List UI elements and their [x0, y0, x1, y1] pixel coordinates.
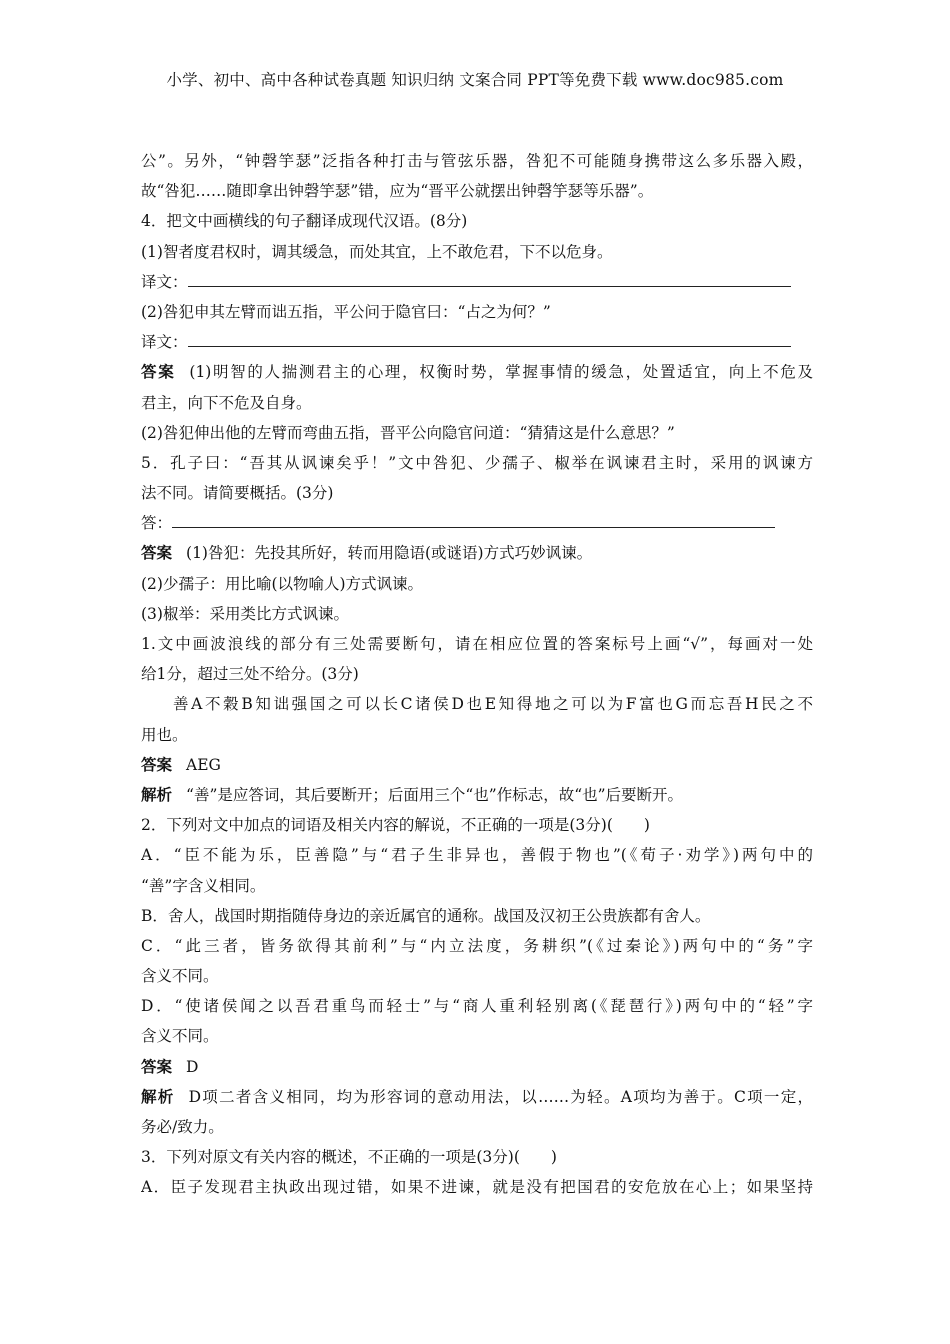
- answer-5-line: [141, 538, 813, 568]
- text-line: 公”。另外，“钟磬竽瑟”泛指各种打击与管弦乐器，咎犯不可能随身携带这么多乐器入殿，: [141, 152, 813, 170]
- analysis-text: 务必/致力。: [141, 1118, 224, 1136]
- answer-label: 答案: [141, 1056, 173, 1076]
- answer-text: (3)椒举：采用类比方式讽谏。: [141, 604, 349, 623]
- analysis-text: “善”是应答词，其后要断开；后面用三个“也”作标志，故“也”后要断开。: [186, 785, 684, 804]
- question-3: 3．下列对原文有关内容的概述，不正确的一项是(3分)( ): [141, 1148, 557, 1167]
- translation-label: 译文：: [141, 333, 188, 352]
- answer-label: 答案: [141, 362, 176, 382]
- document-body: [141, 146, 813, 1203]
- question-4: 4．把文中画横线的句子翻译成现代汉语。(8分): [141, 212, 468, 231]
- option-a-cont: “善”字含义相同。: [141, 876, 266, 895]
- option-b: B．舍人，战国时期指随侍身边的亲近属官的通称。战国及汉初王公贵族都有舍人。: [141, 906, 711, 925]
- answer-text: (1)咎犯：先投其所好，转而用隐语(或谜语)方式巧妙讽谏。: [186, 544, 593, 563]
- analysis-label: 解析: [141, 784, 173, 804]
- answer-text: D: [186, 1057, 199, 1076]
- analysis-2-line: [141, 1082, 813, 1112]
- analysis-label: 解析: [141, 1086, 175, 1106]
- page-header: 小学、初中、高中各种试卷真题 知识归纳 文案合同 PPT等免费下载 www.doc985.com: [166, 71, 784, 89]
- answer-label: 答案: [141, 543, 173, 563]
- question-5-cont: 法不同。请简要概括。(3分): [141, 484, 334, 503]
- question-1-cont: 给1分，超过三处不给分。(3分): [141, 665, 359, 684]
- option-a: A．“臣不能为乐，臣善隐”与“君子生非异也，善假于物也”(《荀子·劝学》)两句中的: [141, 846, 813, 865]
- punctuation-passage: 善A不穀B知诎强国之可以长C诸侯D也E知得地之可以为F富也G而忘吾H民之不: [173, 695, 813, 714]
- answer-text: (2)咎犯伸出他的左臂而弯曲五指，晋平公向隐官问道：“猜猜这是什么意思？”: [141, 423, 675, 442]
- text-line: 故“咎犯……随即拿出钟磬竽瑟”错，应为“晋平公就摆出钟磬竽瑟等乐器”。: [141, 182, 654, 201]
- option-c-cont: 含义不同。: [141, 967, 219, 986]
- option-d-cont: 含义不同。: [141, 1027, 219, 1046]
- question-1: 1.文中画波浪线的部分有三处需要断句，请在相应位置的答案标号上画“√”，每画对一处: [141, 635, 813, 653]
- analysis-text: D项二者含义相同，均为形容词的意动用法，以……为轻。A项均为善于。C项一定，: [188, 1087, 813, 1106]
- answer-1-line: [141, 750, 813, 780]
- translation-line-1: [141, 267, 813, 297]
- answer-label: 答案: [141, 754, 173, 774]
- translation-line-2: [141, 327, 813, 357]
- answer-blank[interactable]: [172, 526, 775, 528]
- answer-blank[interactable]: [188, 285, 791, 287]
- answer-text: 君主，向下不危及自身。: [141, 393, 312, 412]
- question-2: 2．下列对文中加点的词语及相关内容的解说，不正确的一项是(3分)( ): [141, 816, 650, 835]
- question-4-sentence-2: (2)咎犯申其左臂而诎五指，平公问于隐官曰：“占之为何？”: [141, 302, 551, 321]
- answer-line: [141, 508, 813, 538]
- answer-text: (2)少孺子：用比喻(以物喻人)方式讽谏。: [141, 574, 424, 593]
- answer-4-line: [141, 357, 813, 387]
- answer-2-line: [141, 1052, 813, 1082]
- option-a: A．臣子发现君主执政出现过错，如果不进谏，就是没有把国君的安危放在心上；如果坚持: [141, 1178, 813, 1197]
- analysis-1-line: [141, 780, 813, 810]
- answer-prompt: 答：: [141, 514, 173, 533]
- question-4-sentence-1: (1)智者度君权时，调其缓急，而处其宜，上不敢危君，下不以危身。: [141, 242, 613, 261]
- translation-label: 译文：: [141, 272, 188, 291]
- answer-text: AEG: [186, 755, 221, 774]
- question-5: 5．孔子曰：“吾其从讽谏矣乎！”文中咎犯、少孺子、椒举在讽谏君主时，采用的讽谏方: [141, 453, 813, 472]
- punctuation-passage: 用也。: [141, 725, 188, 744]
- option-c: C．“此三者，皆务欲得其前利”与“内立法度，务耕织”(《过秦论》)两句中的“务”字: [141, 936, 813, 955]
- answer-text: (1)明智的人揣测君主的心理，权衡时势，掌握事情的缓急，处置适宜，向上不危及: [189, 363, 813, 382]
- option-d: D．“使诸侯闻之以吾君重鸟而轻士”与“商人重利轻别离(《琵琶行》)两句中的“轻”字: [141, 997, 813, 1016]
- answer-blank[interactable]: [188, 345, 791, 347]
